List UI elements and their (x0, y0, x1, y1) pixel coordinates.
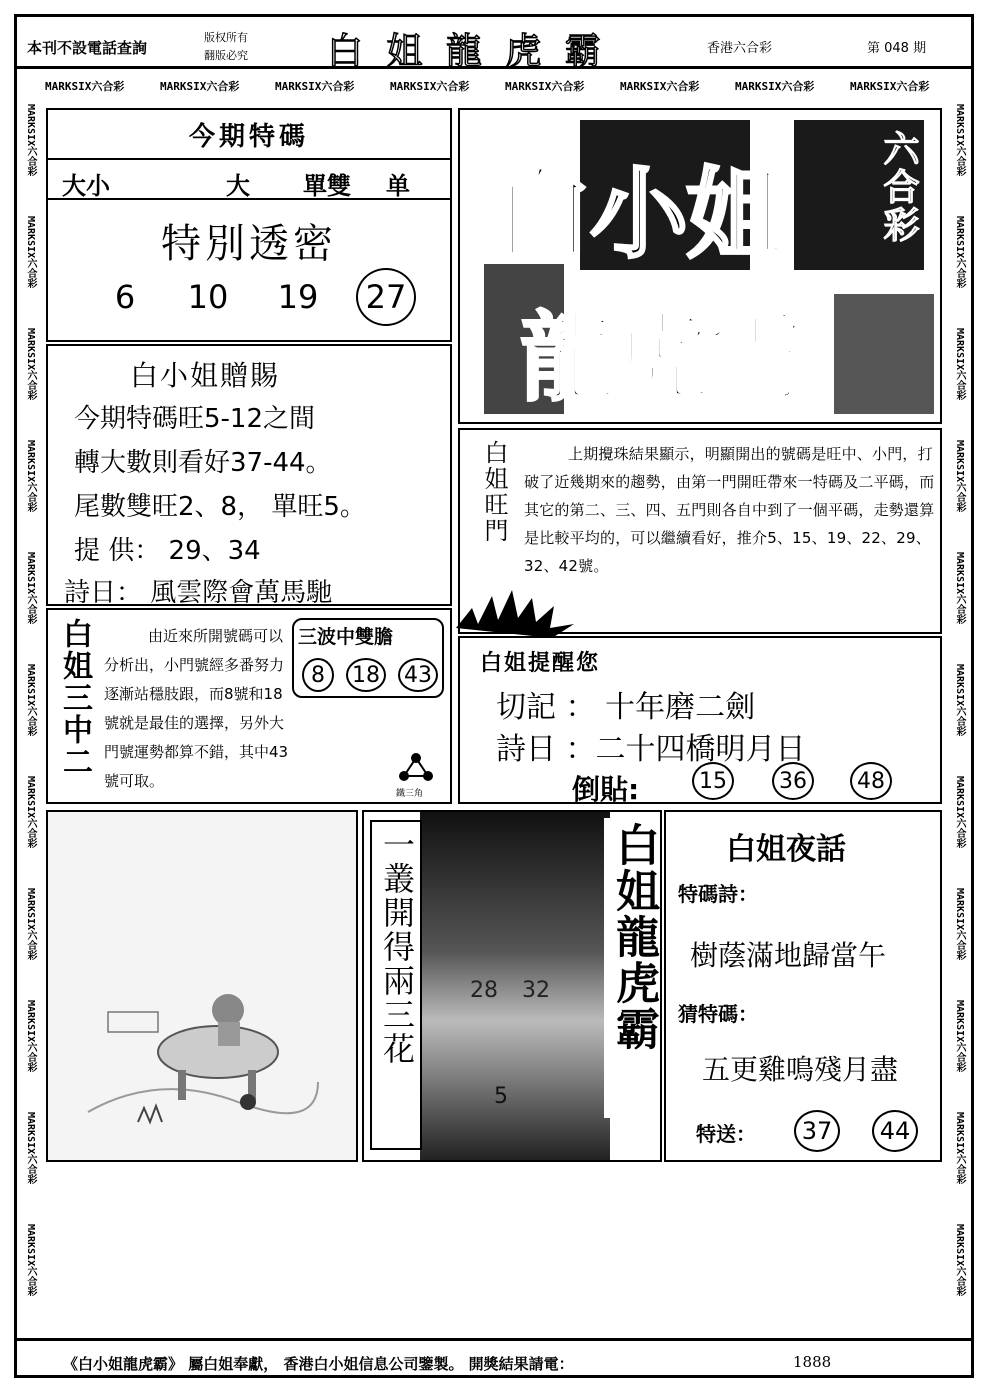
title-vertical: 白姐龍虎霸 (608, 822, 659, 1052)
copyright-line-2: 翻版必究 (204, 49, 248, 62)
triangle-label: 鐵三角 (396, 789, 424, 799)
night-heading: 白姐夜話 (726, 832, 846, 867)
wave-box (292, 618, 444, 698)
photo-number: 28 (470, 978, 498, 1003)
side-label: MARKSIX六合彩 (954, 776, 965, 849)
reveal-number: 10 (187, 278, 229, 316)
reminder-line: 切記 ： 十年磨二劍 (496, 690, 756, 725)
illustration-panel (46, 810, 358, 1162)
banner-label: MARKSIX六合彩 (735, 80, 815, 93)
reminder-heading: 白姐提醒您 (480, 651, 601, 676)
result-side-label: 白姐旺門 (480, 440, 508, 544)
side-label: MARKSIX六合彩 (25, 888, 36, 961)
reveal-number-circled: 27 (356, 268, 416, 326)
logo-line-2: 龍虎霸 (520, 301, 802, 414)
ox-rider-illustration (78, 912, 328, 1152)
footer-phone: 1888 (793, 1353, 832, 1371)
reminder-panel (458, 636, 942, 804)
reveal-numbers (88, 268, 428, 328)
banner-label: MARKSIX六合彩 (275, 80, 355, 93)
send-number: 44 (872, 1110, 918, 1152)
side-label: MARKSIX六合彩 (954, 104, 965, 177)
guess-text: 五更雞鳴殘月盡 (702, 1053, 899, 1086)
reveal-heading: 特別透密 (161, 221, 337, 267)
triangle-icon (398, 752, 434, 782)
no-phone-notice: 本刊不設電話查詢 (27, 39, 148, 57)
wave-number: 43 (398, 658, 438, 692)
gift-line: 提 供： 29、34 (74, 536, 261, 566)
stick-number: 36 (772, 762, 814, 800)
vertical-phrase-box (370, 820, 422, 1150)
poem-text: 樹蔭滿地歸當午 (690, 939, 887, 972)
side-label: MARKSIX六合彩 (954, 888, 965, 961)
side-label: MARKSIX六合彩 (25, 104, 36, 177)
size-label: 大小 (62, 172, 110, 200)
right-side-column (946, 104, 970, 1334)
side-label: MARKSIX六合彩 (25, 664, 36, 737)
guess-label: 猜特碼： (678, 1002, 758, 1026)
side-label: MARKSIX六合彩 (954, 1224, 965, 1297)
wave-number: 18 (346, 658, 386, 692)
send-label: 特送： (696, 1122, 756, 1146)
banner-row (17, 72, 971, 102)
footer-bar (17, 1338, 971, 1376)
side-label: MARKSIX六合彩 (25, 328, 36, 401)
side-label: MARKSIX六合彩 (954, 664, 965, 737)
side-label: MARKSIX六合彩 (954, 1000, 965, 1073)
side-label: MARKSIX六合彩 (954, 440, 965, 513)
region-label: 香港六合彩 (707, 41, 773, 56)
side-label: MARKSIX六合彩 (954, 552, 965, 625)
size-value: 大 (226, 172, 250, 200)
size-parity-row (48, 158, 450, 200)
gift-line: 今期特碼旺5-12之間 (74, 404, 316, 434)
logo-side: 六合彩 (878, 130, 919, 244)
stick-number: 48 (850, 762, 892, 800)
banner-label: MARKSIX六合彩 (850, 80, 930, 93)
logo-line-1: 白小姐 (494, 157, 783, 272)
banner-label: MARKSIX六合彩 (505, 80, 585, 93)
side-label: MARKSIX六合彩 (25, 552, 36, 625)
reminder-line: 詩日 ：二十四橋明月日 (496, 732, 806, 767)
left-side-column (17, 104, 41, 1334)
reveal-number: 19 (277, 278, 319, 316)
send-number: 37 (794, 1110, 840, 1152)
wave-title: 三波中雙膽 (298, 626, 394, 648)
three-two-side-label: 白姐三中二 (57, 618, 92, 778)
photo-number: 5 (494, 1084, 508, 1109)
reveal-number: 6 (114, 278, 136, 316)
parity-value: 单 (386, 172, 410, 200)
parity-label: 單雙 (303, 172, 351, 200)
photo-number: 32 (522, 978, 550, 1003)
side-label: MARKSIX六合彩 (25, 1112, 36, 1185)
page-title: 白 姐 龍 虎 霸 (327, 31, 607, 72)
gift-heading: 白小姐贈賜 (130, 359, 281, 392)
middle-photo-panel (362, 810, 662, 1162)
special-heading: 今期特碼 (188, 122, 309, 152)
gift-line: 尾數雙旺2、8， 單旺5。 (74, 492, 366, 522)
title-vertical-box (604, 818, 660, 1118)
gift-panel (46, 344, 452, 606)
special-code-panel (46, 108, 452, 342)
splash-graphic (454, 568, 584, 644)
banner-label: MARKSIX六合彩 (390, 80, 470, 93)
stick-label: 倒貼: (572, 773, 640, 806)
copyright-line-1: 版权所有 (204, 31, 248, 44)
banner-label: MARKSIX六合彩 (160, 80, 240, 93)
side-label: MARKSIX六合彩 (25, 1000, 36, 1073)
wave-number: 8 (302, 658, 334, 692)
banner-label: MARKSIX六合彩 (620, 80, 700, 93)
side-label: MARKSIX六合彩 (25, 776, 36, 849)
gift-line: 轉大數則看好37-44。 (74, 448, 332, 478)
gift-poem: 詩日： 風雲際會萬馬馳 (64, 578, 333, 608)
side-label: MARKSIX六合彩 (25, 216, 36, 289)
result-panel (458, 428, 942, 634)
vertical-phrase: 一叢開得兩三花 (378, 828, 416, 1066)
footer-text: 《白小姐龍虎霸》 屬白姐奉獻， 香港白小姐信息公司鑒製。 開獎結果請電： (63, 1355, 574, 1373)
banner-label: MARKSIX六合彩 (45, 80, 125, 93)
side-label: MARKSIX六合彩 (954, 216, 965, 289)
poem-label: 特碼詩： (678, 882, 758, 906)
side-label: MARKSIX六合彩 (954, 328, 965, 401)
stick-number: 15 (692, 762, 734, 800)
header-bar (17, 17, 971, 72)
side-label: MARKSIX六合彩 (25, 1224, 36, 1297)
model-photo (420, 812, 610, 1160)
photo-block (834, 294, 934, 414)
three-two-text: 由近來所開號碼可以分析出，小門號經多番努力逐漸站穩肢跟，而8號和18號就是最佳的選擇，另外大門號運勢都算不錯，其中43號可取。 (104, 627, 289, 790)
side-label: MARKSIX六合彩 (954, 1112, 965, 1185)
side-label: MARKSIX六合彩 (25, 440, 36, 513)
night-talk-panel (664, 810, 942, 1162)
three-two-panel (46, 608, 452, 804)
result-text: 上期攪珠結果顯示，明顯開出的號碼是旺中、小門，打破了近幾期來的趨勢，由第一門開旺帶來一特碼及二平碼，而其它的第二、三、四、五門則各自中到了一個平碼，走勢還算是比較平均的，可以繼續看好，推介5、15、19、22、29、32、42號。 (524, 445, 935, 575)
issue-label: 第 048 期 (867, 41, 927, 56)
logo-panel (458, 108, 942, 424)
